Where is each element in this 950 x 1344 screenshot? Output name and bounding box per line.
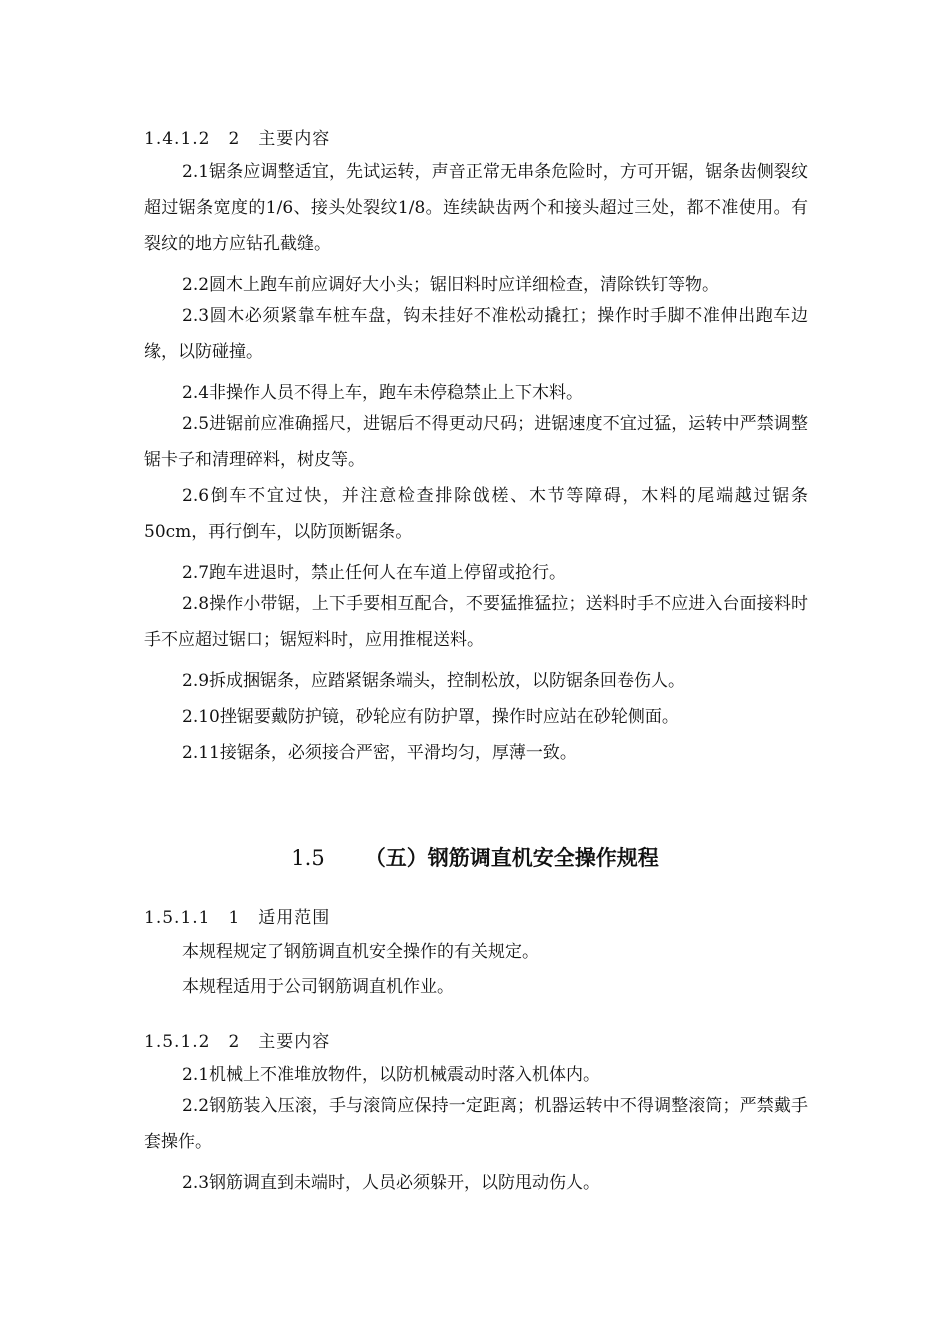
rebar-item-2-1: 2.1机械上不准堆放物件，以防机械震动时落入机体内。 — [182, 1065, 601, 1085]
paragraph-2-2: 2.2圆木上跑车前应调好大小头；锯旧料时应详细检查，清除铁钉等物。 — [182, 275, 720, 295]
paragraph-2-9: 2.9拆成捆锯条，应踏紧锯条端头，控制松放，以防锯条回卷伤人。 — [182, 671, 686, 691]
rebar-item-2-3: 2.3钢筋调直到未端时，人员必须躲开，以防甩动伤人。 — [182, 1173, 601, 1193]
paragraph-2-6: 2.6倒车不宜过快，并注意检查排除戗槎、木节等障碍，木料的尾端越过锯条50cm，再行倒车，以防顶断锯条。 — [144, 486, 808, 542]
paragraph-2-5: 2.5进锯前应准确摇尺，进锯后不得更动尺码；进锯速度不宜过猛，运转中严禁调整锯卡子和清理碎料，树皮等。 — [144, 414, 808, 470]
paragraph-2-8: 2.8操作小带锯，上下手要相互配合，不要猛推猛拉；送料时手不应进入台面接料时手不应超过锯口；锯短料时，应用推棍送料。 — [144, 594, 808, 650]
section-heading-1-5-1-2: 1.5.1.2 2 主要内容 — [144, 1032, 331, 1052]
scope-line-1: 本规程规定了钢筋调直机安全操作的有关规定。 — [182, 942, 539, 962]
paragraph-2-11: 2.11接锯条，必须接合严密，平滑均匀，厚薄一致。 — [182, 743, 577, 763]
paragraph-2-7: 2.7跑车进退时，禁止任何人在车道上停留或抢行。 — [182, 563, 567, 583]
paragraph-2-3: 2.3圆木必须紧靠车桩车盘，钩未挂好不准松动撬扛；操作时手脚不准伸出跑车边缘，以防碰撞。 — [144, 306, 808, 362]
section-heading-1-5-1-1: 1.5.1.1 1 适用范围 — [144, 908, 331, 928]
rebar-item-2-2: 2.2钢筋装入压滚，手与滚筒应保持一定距离；机器运转中不得调整滚筒；严禁戴手套操作。 — [144, 1096, 808, 1152]
paragraph-2-4: 2.4非操作人员不得上车，跑车未停稳禁止上下木料。 — [182, 383, 584, 403]
chapter-number: 1.5 — [291, 846, 325, 870]
section-heading-1-4-1-2: 1.4.1.2 2 主要内容 — [144, 129, 331, 149]
chapter-title: （五）钢筋调直机安全操作规程 — [364, 846, 659, 870]
paragraph-2-1: 2.1锯条应调整适宜，先试运转，声音正常无串条危险时，方可开锯，锯条齿侧裂纹超过锯条宽度的1/6、接头处裂纹1/8。连续缺齿两个和接头超过三处，都不准使用。有裂纹的地方应钻孔截缝。 — [144, 162, 808, 254]
scope-line-2: 本规程适用于公司钢筋调直机作业。 — [182, 977, 454, 997]
paragraph-2-10: 2.10挫锯要戴防护镜，砂轮应有防护罩，操作时应站在砂轮侧面。 — [182, 707, 679, 727]
chapter-heading-1-5 — [0, 842, 950, 872]
